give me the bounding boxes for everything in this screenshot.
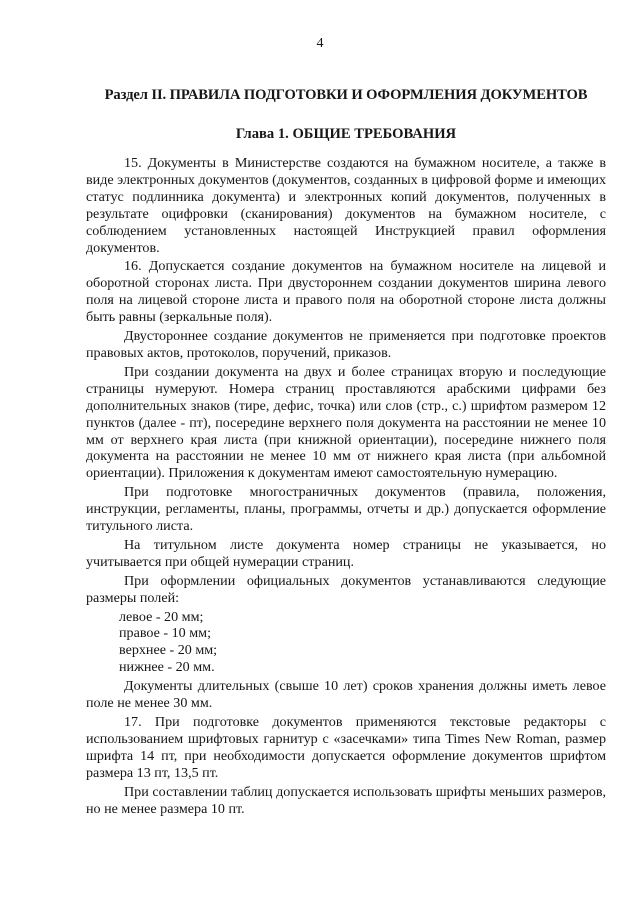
margin-right-item: правое - 10 мм; <box>119 625 211 642</box>
margin-left-item: левое - 20 мм; <box>119 608 204 625</box>
document-body <box>86 155 606 819</box>
paragraph-15: 15. Документы в Министерстве создаются на бумажном носителе, а также в виде электронных документов (документов, созданных в цифровой форме и имеющих статус подлинника документа) и электронных копий документов, полученных в результате оцифровки (сканирования) документов на бумажном носителе, с соблюдением установленных настоящей Инструкцией правил оформления документов. <box>86 155 606 256</box>
chapter-title: Глава 1. ОБЩИЕ ТРЕБОВАНИЯ <box>235 126 457 142</box>
paragraph-tables-font: При составлении таблиц допускается использовать шрифты меньших размеров, но не менее размера 10 пт. <box>86 783 606 817</box>
margin-bottom-item: нижнее - 20 мм. <box>119 659 215 676</box>
paragraph-multipage-documents: При подготовке многостраничных документов (правила, положения, инструкции, регламенты, планы, программы, отчеты и др.) допускается оформление титульного листа. <box>86 484 606 535</box>
paragraph-page-numbering: При создании документа на двух и более страницах вторую и последующие страницы нумеруют. Номера страниц проставляются арабскими цифрами без дополнительных знаков (тире, дефис, точка) или слов (стр., с.) шрифтом размером 12 пунктов (далее - пт), посередине верхнего поля документа на расстоянии не менее 10 мм от верхнего края листа (при книжной ориентации), посередине нижнего поля документа на расстоянии не менее 10 мм от нижнего края листа (при альбомной ориентации). Приложения к документам имеют самостоятельную нумерацию. <box>86 363 606 482</box>
paragraph-16: 16. Допускается создание документов на бумажном носителе на лицевой и оборотной сторонах листа. При двустороннем создании документов ширина левого поля на лицевой стороне листа и правого поля на оборотной стороне листа должны быть равны (зеркальные поля). <box>86 258 606 326</box>
paragraph-duplex-restriction: Двустороннее создание документов не применяется при подготовке проектов правовых актов, протоколов, поручений, приказов. <box>86 328 606 361</box>
page-number: 4 <box>316 36 324 51</box>
margin-top-item: верхнее - 20 мм; <box>119 642 218 659</box>
paragraph-margins-intro: При оформлении официальных документов устанавливаются следующие размеры полей: <box>86 572 606 606</box>
section-title: Раздел II. ПРАВИЛА ПОДГОТОВКИ И ОФОРМЛЕНИЯ ДОКУМЕНТОВ <box>104 87 588 103</box>
paragraph-title-sheet: На титульном листе документа номер страницы не указывается, но учитывается при общей нумерации страниц. <box>86 536 606 570</box>
paragraph-17: 17. При подготовке документов применяются текстовые редакторы с использованием шрифтовых гарнитур с «засечками» типа Times New Roman, размер шрифта 14 пт, при необходимости допускается оформление документов шрифтом размера 13 пт, 13,5 пт. <box>86 714 606 781</box>
paragraph-long-term-storage: Документы длительных (свыше 10 лет) сроков хранения должны иметь левое поле не менее 30 мм. <box>86 678 606 712</box>
